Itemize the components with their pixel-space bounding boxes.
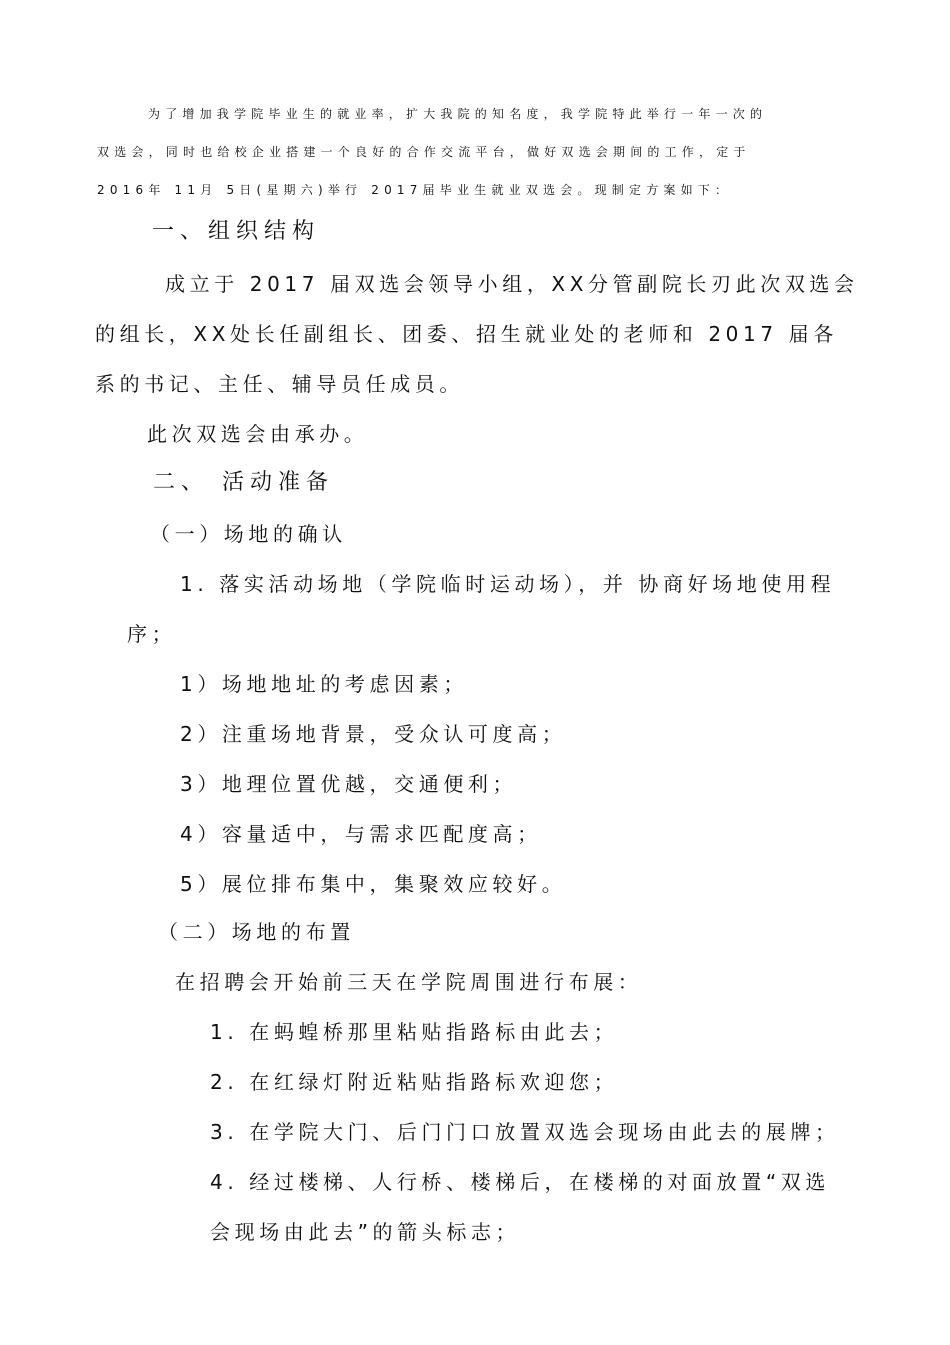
section-1-para-line-3: 系的书记、主任、辅导员任成员。	[95, 372, 464, 396]
intro-line-1: 为了增加我学院毕业生的就业率，扩大我院的知名度，我学院特此举行一年一次的	[148, 107, 768, 121]
sub-1-point: 3）地理位置优越，交通便利；	[180, 772, 518, 796]
sub-2-title: （二）场地的布置	[158, 920, 355, 944]
sub-2-lead: 在招聘会开始前三天在学院周围进行布展：	[175, 970, 643, 994]
section-1-para-line-2: 的组长，XX处长任副组长、团委、招生就业处的老师和 2017 届各	[95, 322, 838, 346]
intro-line-3: 2016年 11月 5日(星期六)举行 2017届毕业生就业双选会。现制定方案如下：	[97, 183, 733, 197]
sub-1-item-1-line-1: 1. 落实活动场地（学院临时运动场），并 协商好场地使用程	[180, 572, 836, 596]
sub-1-point: 5）展位排布集中，集聚效应较好。	[180, 872, 567, 896]
section-1-heading: 一、组织结构	[152, 219, 321, 244]
section-1-host: 此次双选会由承办。	[147, 422, 369, 446]
sub-2-item-4-line-1: 4. 经过楼梯、人行桥、楼梯后，在楼梯的对面放置“双选	[210, 1170, 831, 1194]
sub-2-item: 3. 在学院大门、后门门口放置双选会现场由此去的展牌；	[210, 1120, 840, 1144]
sub-1-title: （一）场地的确认	[150, 522, 347, 546]
sub-1-point: 2）注重场地背景，受众认可度高；	[180, 722, 567, 746]
sub-1-point: 1）场地地址的考虑因素；	[180, 672, 468, 696]
section-1-para-line-1: 成立于 2017 届双选会领导小组，XX分管副院长刃此次双选会	[165, 272, 859, 296]
sub-1-point: 4）容量适中，与需求匹配度高；	[180, 822, 542, 846]
intro-line-2: 双选会，同时也给校企业搭建一个良好的合作交流平台，做好双选会期间的工作，定于	[97, 145, 751, 159]
sub-1-item-1-line-2: 序；	[127, 622, 177, 646]
section-2-heading: 二、 活动准备	[153, 470, 334, 495]
sub-2-item: 1. 在蚂蝗桥那里粘贴指路标由此去；	[210, 1020, 619, 1044]
sub-2-item-4-line-2: 会现场由此去”的箭头标志；	[210, 1220, 521, 1244]
sub-2-item: 2. 在红绿灯附近粘贴指路标欢迎您；	[210, 1070, 619, 1094]
